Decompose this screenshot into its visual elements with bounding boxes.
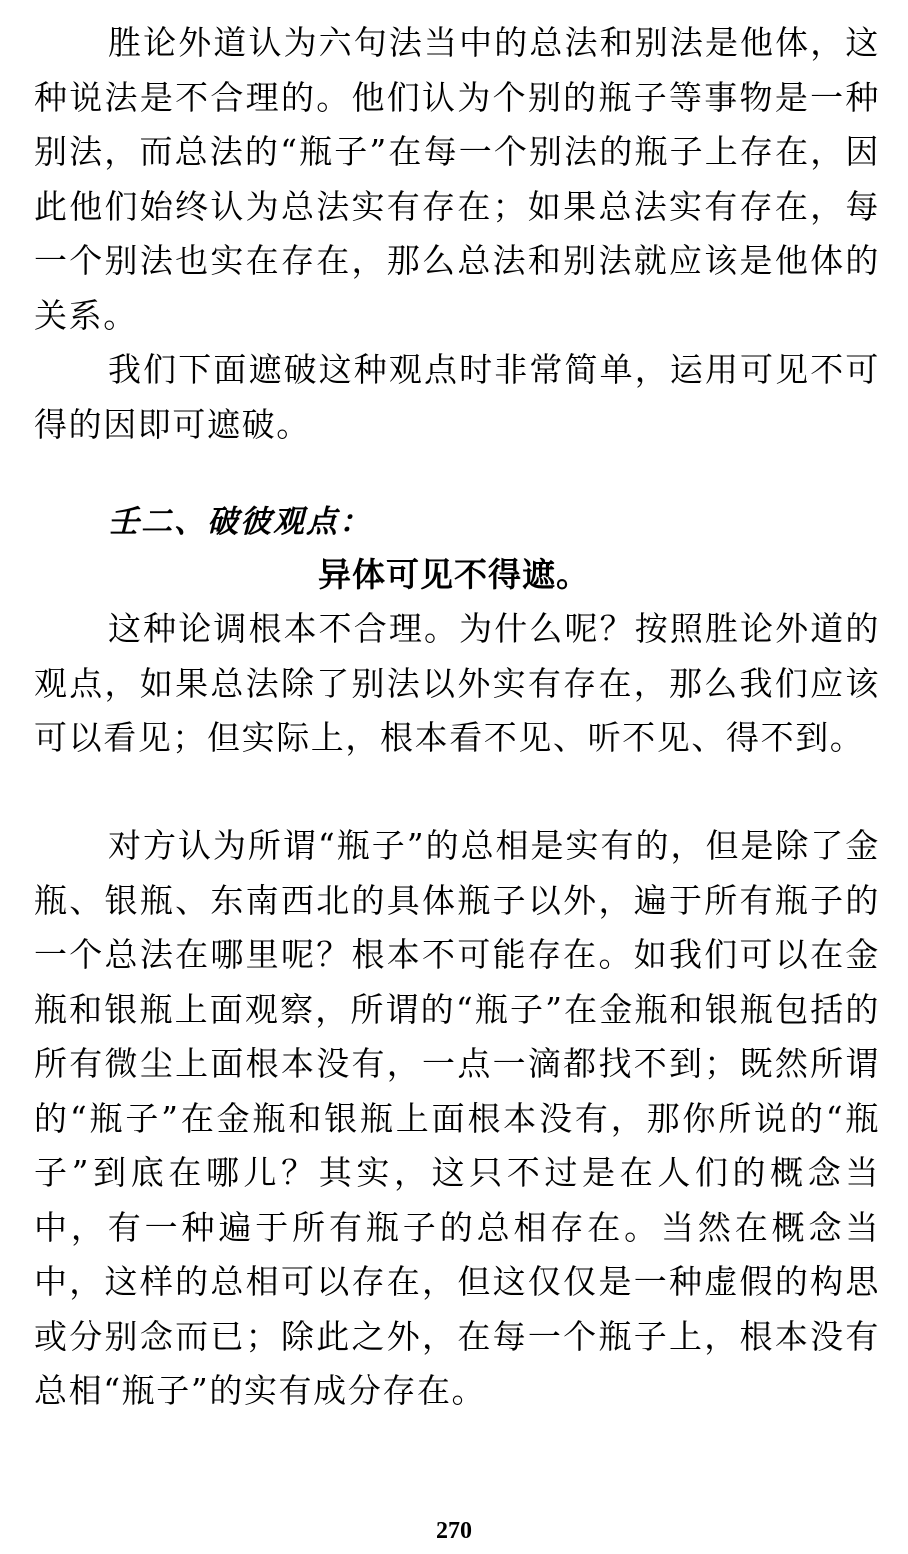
paragraph-intro: 胜论外道认为六句法当中的总法和别法是他体，这种说法是不合理的。他们认为个别的瓶子等事物是一种别法，而总法的“瓶子”在每一个别法的瓶子上存在，因此他们始终认为总法实有存在；如果总法实有存在，每一个别法也实在存在，那么总法和别法就应该是他体的关系。 xyxy=(34,23,880,335)
paragraph-refutation-method: 我们下面遮破这种观点时非常简单，运用可见不可得的因即可遮破。 xyxy=(34,350,880,444)
paragraph-explanation: 这种论调根本不合理。为什么呢？按照胜论外道的观点，如果总法除了别法以外实有存在，那么我们应该可以看见；但实际上，根本看不见、听不见、得不到。 xyxy=(34,609,880,757)
page-number: 270 xyxy=(436,1518,472,1544)
root-verse: 异体可见不得遮。 xyxy=(318,555,590,594)
section-heading: 壬二、破彼观点： xyxy=(108,504,372,540)
paragraph-vase-example: 对方认为所谓“瓶子”的总相是实有的，但是除了金瓶、银瓶、东南西北的具体瓶子以外，遍于所有瓶子的一个总法在哪里呢？根本不可能存在。如我们可以在金瓶和银瓶上面观察，所谓的“瓶子”在金瓶和银瓶包括的所有微尘上面根本没有，一点一滴都找不到；既然所谓的“瓶子”在金瓶和银瓶上面根本没有，那你所说的“瓶子”到底在哪儿？其实，这只不过是在人们的概念当中，有一种遍于所有瓶子的总相存在。当然在概念当中，这样的总相可以存在，但这仅仅是一种虚假的构思或分别念而已；除此之外，在每一个瓶子上，根本没有总相“瓶子”的实有成分存在。 xyxy=(34,826,880,1410)
